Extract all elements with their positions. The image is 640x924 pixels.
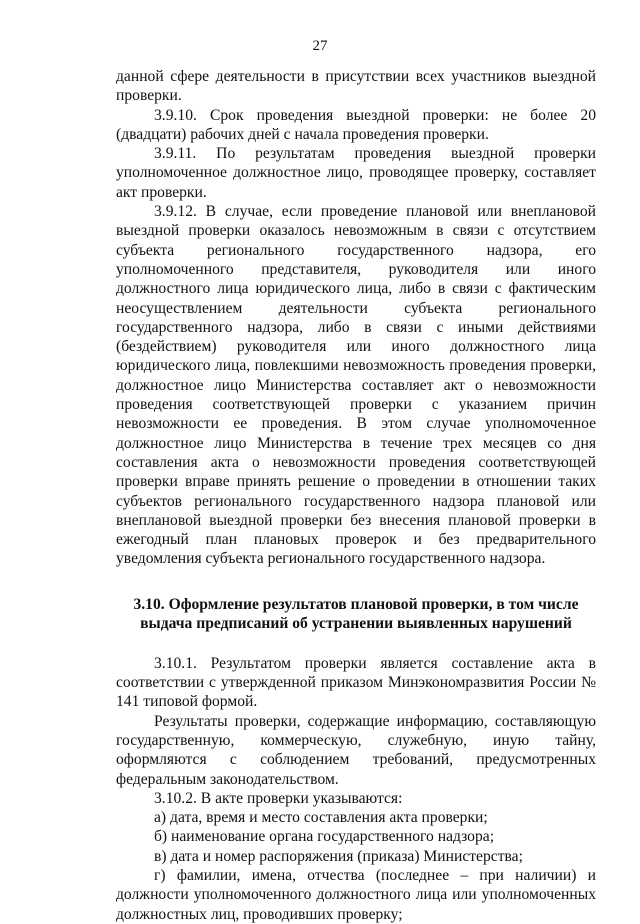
document-body (116, 67, 596, 924)
paragraph: 3.10.2. В акте проверки указываются: (154, 789, 403, 807)
page-number: 27 (312, 38, 328, 54)
paragraph: г) фамилии, имена, отчества (последнее – при наличии) и должности уполномоченного должностного лица или уполномоченных должностных лиц, проводивших проверку; (116, 866, 596, 923)
section-3-10-body (116, 654, 596, 924)
section-heading-line-2: выдача предписаний об устранении выявленных нарушений (140, 615, 572, 633)
section-heading-line-1: 3.10. Оформление результатов плановой проверки, в том числе (133, 595, 579, 613)
paragraph: данной сфере деятельности в присутствии всех участников выездной проверки. (116, 68, 596, 105)
paragraph: а) дата, время и место составления акта проверки; (154, 809, 488, 827)
paragraph: 3.10.1. Результатом проверки является составление акта в соответствии с утвержденной приказом Минэкономразвития России № 141 типовой формой. (116, 654, 596, 711)
paragraph: Результаты проверки, содержащие информацию, составляющую государственную, коммерческую, служебную, иную тайну, оформляются с соблюдением требований, предусмотренных федеральным законодательством. (116, 712, 596, 788)
paragraph: 3.9.10. Срок проведения выездной проверки: не более 20 (двадцати) рабочих дней с начала проведения проверки. (116, 106, 596, 143)
section-3-9-tail (116, 67, 596, 569)
paragraph: б) наименование органа государственного надзора; (154, 828, 495, 846)
section-heading-3-10 (116, 595, 596, 634)
paragraph: 3.9.11. По результатам проведения выездной проверки уполномоченное должностное лицо, проводящее проверку, составляет акт проверки. (116, 145, 596, 201)
paragraph: 3.9.12. В случае, если проведение плановой или внеплановой выездной проверки оказалось невозможным в связи с отсутствием субъекта регионального государственного надзора, его уполномоченного представителя, руководителя или иного должностного лица юридического лица, либо в связи с фактическим неосуществлением деятельности субъекта регионального государственного надзора, либо в связи с иными действиями (бездействием) руководителя или иного должностного лица юридического лица, повлекшими невозможность проведения проверки, должностное лицо Министерства составляет акт о невозможности проведения соответствующей проверки с указанием причин невозможности ее проведения. В этом случае уполномоченное должностное лицо Министерства в течение трех месяцев со дня составления акта о невозможности проведения соответствующей проверки вправе принять решение о проведении в отношении таких субъектов регионального государственного надзора плановой или внеплановой выездной проверки без внесения плановой проверки в ежегодный план плановых проверок и без предварительного уведомления субъекта регионального государственного надзора. (116, 203, 596, 568)
paragraph: в) дата и номер распоряжения (приказа) Министерства; (154, 847, 523, 865)
